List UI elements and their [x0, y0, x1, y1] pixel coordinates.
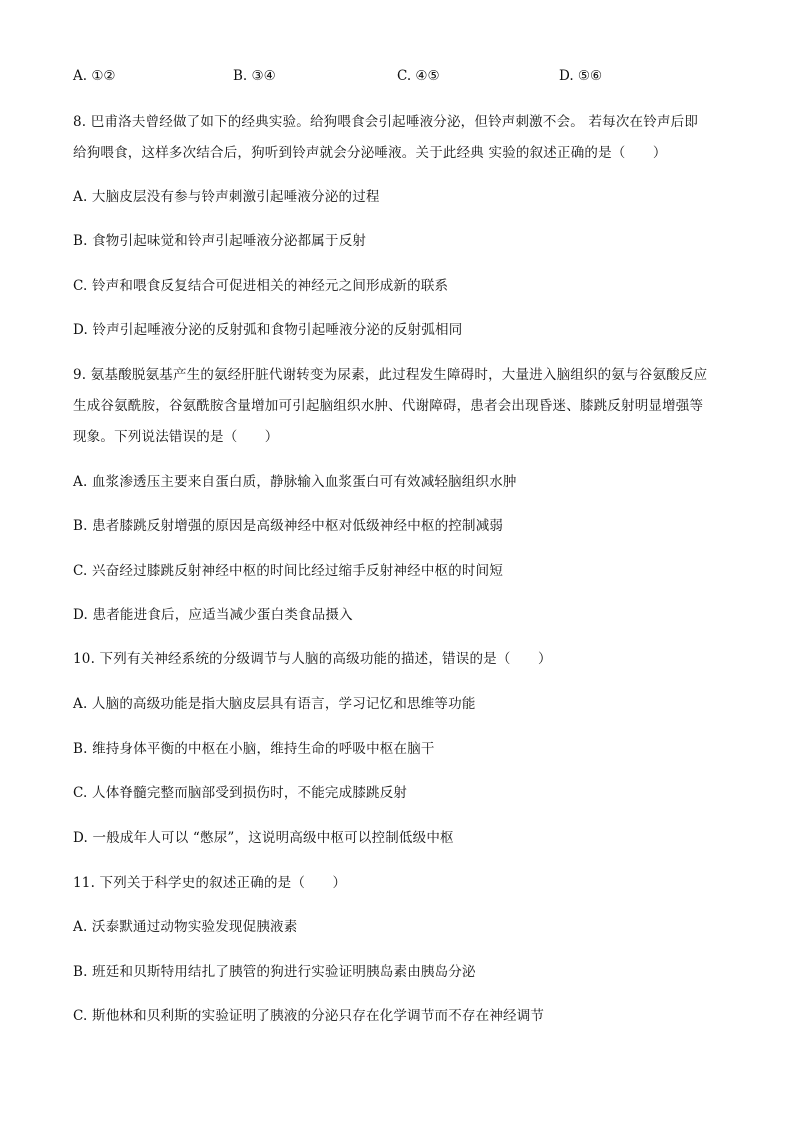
q11-stem-line-1: 11. 下列关于科学史的叙述正确的是（ ） [73, 875, 347, 891]
q8-stem-line-1: 8. 巴甫洛夫曾经做了如下的经典实验。给狗喂食会引起唾液分泌，但铃声刺激不会。 若每次在铃声后即 [73, 114, 699, 130]
q10-option-d: D. 一般成年人可以 “憋尿”，这说明高级中枢可以控制低级中枢 [73, 830, 454, 846]
q7-option-b: B. ③④ [233, 68, 276, 84]
q7-option-d: D. ⑤⑥ [559, 68, 603, 84]
q8-option-b: B. 食物引起味觉和铃声引起唾液分泌都属于反射 [73, 233, 367, 249]
q9-option-d: D. 患者能进食后，应适当减少蛋白类食品摄入 [73, 607, 353, 623]
q9-option-b: B. 患者膝跳反射增强的原因是高级神经中枢对低级神经中枢的控制减弱 [73, 518, 504, 534]
q9-option-c: C. 兴奋经过膝跳反射神经中枢的时间比经过缩手反射神经中枢的时间短 [73, 563, 504, 579]
q11-option-a: A. 沃泰默通过动物实验发现促胰液素 [73, 919, 298, 935]
q10-stem-line-1: 10. 下列有关神经系统的分级调节与人脑的高级功能的描述，错误的是（ ） [73, 651, 552, 667]
q8-option-d: D. 铃声引起唾液分泌的反射弧和食物引起唾液分泌的反射弧相同 [73, 322, 463, 338]
q11-option-b: B. 班廷和贝斯特用结扎了胰管的狗进行实验证明胰岛素由胰岛分泌 [73, 964, 476, 980]
q7-option-c: C. ④⑤ [397, 68, 440, 84]
q10-option-b: B. 维持身体平衡的中枢在小脑，维持生命的呼吸中枢在脑干 [73, 741, 435, 757]
q7-options [73, 67, 753, 85]
q10-option-c: C. 人体脊髓完整而脑部受到损伤时，不能完成膝跳反射 [73, 785, 408, 801]
q9-option-a: A. 血浆渗透压主要来自蛋白质，静脉输入血浆蛋白可有效减轻脑组织水肿 [73, 474, 517, 490]
q11-option-c: C. 斯他林和贝利斯的实验证明了胰液的分泌只存在化学调节而不存在神经调节 [73, 1008, 545, 1024]
q8-option-a: A. 大脑皮层没有参与铃声刺激引起唾液分泌的过程 [73, 189, 380, 205]
q8-stem-line-2: 给狗喂食，这样多次结合后，狗听到铃声就会分泌唾液。关于此经典 实验的叙述正确的是（ ） [73, 145, 667, 161]
q7-option-a: A. ①② [73, 68, 116, 84]
q10-option-a: A. 人脑的高级功能是指大脑皮层具有语言，学习记忆和思维等功能 [73, 696, 476, 712]
q8-option-c: C. 铃声和喂食反复结合可促进相关的神经元之间形成新的联系 [73, 278, 449, 294]
q9-stem-line-3: 现象。下列说法错误的是（ ） [73, 429, 279, 445]
q9-stem-line-1: 9. 氨基酸脱氨基产生的氨经肝脏代谢转变为尿素，此过程发生障碍时，大量进入脑组织的氨与谷氨酸反应 [73, 367, 708, 383]
q9-stem-line-2: 生成谷氨酰胺，谷氨酰胺含量增加可引起脑组织水肿、代谢障碍，患者会出现昏迷、膝跳反射明显增强等 [73, 398, 704, 414]
